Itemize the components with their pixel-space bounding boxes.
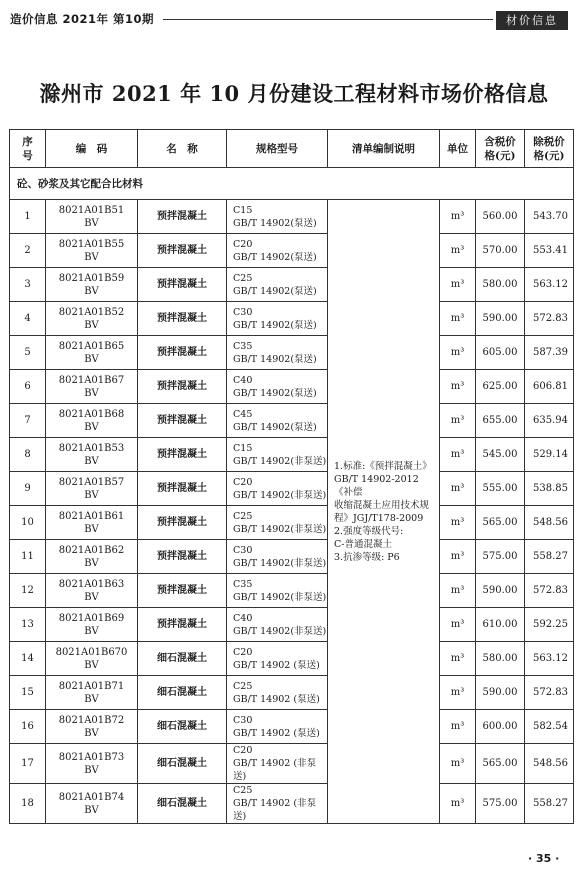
- row-name: 预拌混凝土: [138, 302, 227, 336]
- row-price-notax: 582.54: [525, 710, 574, 744]
- row-spec: C40 GB/T 14902(非泵送): [227, 608, 328, 642]
- row-unit: m³: [440, 370, 476, 404]
- row-unit: m³: [440, 336, 476, 370]
- journal-issue: 造价信息 2021年 第10期: [10, 12, 155, 26]
- row-price-notax: 553.41: [525, 234, 574, 268]
- row-price-notax: 587.39: [525, 336, 574, 370]
- table-row: [10, 472, 574, 506]
- row-spec: C25 GB/T 14902(泵送): [227, 268, 328, 302]
- row-price-tax: 565.00: [476, 744, 525, 784]
- page-header: [0, 0, 588, 40]
- row-price-notax: 548.56: [525, 744, 574, 784]
- row-spec: C25 GB/T 14902(非泵送): [227, 506, 328, 540]
- row-price-notax: 572.83: [525, 302, 574, 336]
- row-name: 预拌混凝土: [138, 540, 227, 574]
- row-unit: m³: [440, 574, 476, 608]
- table-row: [10, 540, 574, 574]
- row-code: 8021A01B55 BV: [46, 234, 138, 268]
- table-row: [10, 268, 574, 302]
- header-rule: [163, 19, 493, 20]
- row-code: 8021A01B74 BV: [46, 784, 138, 824]
- row-spec: C35 GB/T 14902(泵送): [227, 336, 328, 370]
- table-header-row: [10, 130, 574, 168]
- table-row: [10, 302, 574, 336]
- row-name: 预拌混凝土: [138, 200, 227, 234]
- row-price-tax: 570.00: [476, 234, 525, 268]
- col-spec: 规格型号: [227, 130, 328, 168]
- row-number: 5: [10, 336, 46, 370]
- row-spec: C25 GB/T 14902 (非泵送): [227, 784, 328, 824]
- row-number: 1: [10, 200, 46, 234]
- row-unit: m³: [440, 710, 476, 744]
- row-price-notax: 635.94: [525, 404, 574, 438]
- row-spec: C45 GB/T 14902(泵送): [227, 404, 328, 438]
- row-price-tax: 545.00: [476, 438, 525, 472]
- row-price-notax: 572.83: [525, 574, 574, 608]
- row-spec: C20 GB/T 14902(泵送): [227, 234, 328, 268]
- specification-note: 1.标准:《预拌混凝土》 GB/T 14902-2012《补偿 收缩混凝土应用技术规 程》JGJ/T178-2009 2.强度等级代号: C-普通混凝土 3.抗渗等级: P6: [328, 200, 440, 824]
- row-price-tax: 625.00: [476, 370, 525, 404]
- row-code: 8021A01B53 BV: [46, 438, 138, 472]
- row-code: 8021A01B61 BV: [46, 506, 138, 540]
- row-name: 预拌混凝土: [138, 268, 227, 302]
- row-number: 14: [10, 642, 46, 676]
- table-row: [10, 574, 574, 608]
- row-price-tax: 600.00: [476, 710, 525, 744]
- col-price-notax: 除税价 格(元): [525, 130, 574, 168]
- row-price-notax: 558.27: [525, 540, 574, 574]
- row-name: 预拌混凝土: [138, 608, 227, 642]
- row-name: 预拌混凝土: [138, 506, 227, 540]
- row-spec: C35 GB/T 14902(非泵送): [227, 574, 328, 608]
- table-row: [10, 608, 574, 642]
- row-number: 16: [10, 710, 46, 744]
- row-spec: C30 GB/T 14902 (泵送): [227, 710, 328, 744]
- col-code: 编 码: [46, 130, 138, 168]
- price-table: [9, 129, 574, 824]
- row-unit: m³: [440, 404, 476, 438]
- row-spec: C40 GB/T 14902(泵送): [227, 370, 328, 404]
- row-price-tax: 565.00: [476, 506, 525, 540]
- row-code: 8021A01B69 BV: [46, 608, 138, 642]
- row-unit: m³: [440, 438, 476, 472]
- row-code: 8021A01B52 BV: [46, 302, 138, 336]
- table-row: [10, 404, 574, 438]
- row-number: 6: [10, 370, 46, 404]
- row-name: 预拌混凝土: [138, 234, 227, 268]
- table-row: [10, 234, 574, 268]
- row-code: 8021A01B57 BV: [46, 472, 138, 506]
- page-number: · 35 ·: [528, 852, 560, 865]
- row-code: 8021A01B72 BV: [46, 710, 138, 744]
- section-row: [10, 168, 574, 200]
- row-spec: C30 GB/T 14902(非泵送): [227, 540, 328, 574]
- table-row: [10, 710, 574, 744]
- col-unit: 单位: [440, 130, 476, 168]
- row-unit: m³: [440, 608, 476, 642]
- row-code: 8021A01B71 BV: [46, 676, 138, 710]
- row-price-notax: 548.56: [525, 506, 574, 540]
- row-code: 8021A01B63 BV: [46, 574, 138, 608]
- row-name: 细石混凝土: [138, 676, 227, 710]
- row-code: 8021A01B65 BV: [46, 336, 138, 370]
- table-row: [10, 506, 574, 540]
- row-name: 预拌混凝土: [138, 370, 227, 404]
- row-spec: C20 GB/T 14902(非泵送): [227, 472, 328, 506]
- row-unit: m³: [440, 200, 476, 234]
- row-number: 12: [10, 574, 46, 608]
- row-spec: C25 GB/T 14902 (泵送): [227, 676, 328, 710]
- row-name: 细石混凝土: [138, 784, 227, 824]
- row-price-notax: 592.25: [525, 608, 574, 642]
- row-name: 细石混凝土: [138, 642, 227, 676]
- row-spec: C15 GB/T 14902(非泵送): [227, 438, 328, 472]
- row-name: 细石混凝土: [138, 744, 227, 784]
- table-row: [10, 642, 574, 676]
- col-seq: 序 号: [10, 130, 46, 168]
- row-number: 8: [10, 438, 46, 472]
- section-badge: 材价信息: [496, 11, 568, 30]
- row-unit: m³: [440, 302, 476, 336]
- table-row: [10, 676, 574, 710]
- table-row: [10, 336, 574, 370]
- row-code: 8021A01B670 BV: [46, 642, 138, 676]
- row-number: 3: [10, 268, 46, 302]
- row-unit: m³: [440, 268, 476, 302]
- row-unit: m³: [440, 472, 476, 506]
- row-price-notax: 563.12: [525, 268, 574, 302]
- row-price-tax: 605.00: [476, 336, 525, 370]
- col-price-tax: 含税价 格(元): [476, 130, 525, 168]
- row-code: 8021A01B68 BV: [46, 404, 138, 438]
- row-number: 9: [10, 472, 46, 506]
- row-name: 预拌混凝土: [138, 404, 227, 438]
- row-code: 8021A01B73 BV: [46, 744, 138, 784]
- row-number: 18: [10, 784, 46, 824]
- row-name: 预拌混凝土: [138, 472, 227, 506]
- row-unit: m³: [440, 234, 476, 268]
- row-number: 15: [10, 676, 46, 710]
- row-spec: C15 GB/T 14902(泵送): [227, 200, 328, 234]
- row-code: 8021A01B62 BV: [46, 540, 138, 574]
- row-price-tax: 580.00: [476, 642, 525, 676]
- table-row: [10, 370, 574, 404]
- page-title: 滁州市 2021 年 10 月份建设工程材料市场价格信息: [39, 81, 549, 106]
- row-price-notax: 606.81: [525, 370, 574, 404]
- row-name: 细石混凝土: [138, 710, 227, 744]
- row-price-notax: 563.12: [525, 642, 574, 676]
- table-body: [10, 200, 574, 824]
- table-row: [10, 784, 574, 824]
- row-price-notax: 529.14: [525, 438, 574, 472]
- row-number: 2: [10, 234, 46, 268]
- row-code: 8021A01B59 BV: [46, 268, 138, 302]
- col-name: 名 称: [138, 130, 227, 168]
- row-price-notax: 558.27: [525, 784, 574, 824]
- row-price-notax: 538.85: [525, 472, 574, 506]
- row-price-notax: 572.83: [525, 676, 574, 710]
- row-price-tax: 590.00: [476, 676, 525, 710]
- table-row: [10, 438, 574, 472]
- row-name: 预拌混凝土: [138, 574, 227, 608]
- table-row: [10, 744, 574, 784]
- col-note: 清单编制说明: [328, 130, 440, 168]
- row-unit: m³: [440, 744, 476, 784]
- row-number: 7: [10, 404, 46, 438]
- row-name: 预拌混凝土: [138, 438, 227, 472]
- table-row: [10, 200, 574, 234]
- row-unit: m³: [440, 676, 476, 710]
- row-number: 4: [10, 302, 46, 336]
- row-spec: C30 GB/T 14902(泵送): [227, 302, 328, 336]
- row-number: 13: [10, 608, 46, 642]
- row-price-tax: 555.00: [476, 472, 525, 506]
- row-price-tax: 590.00: [476, 574, 525, 608]
- section-label: 砼、砂浆及其它配合比材料: [10, 168, 574, 200]
- row-price-tax: 610.00: [476, 608, 525, 642]
- row-spec: C20 GB/T 14902 (非泵送): [227, 744, 328, 784]
- row-unit: m³: [440, 642, 476, 676]
- row-price-notax: 543.70: [525, 200, 574, 234]
- row-price-tax: 575.00: [476, 784, 525, 824]
- row-price-tax: 590.00: [476, 302, 525, 336]
- row-number: 11: [10, 540, 46, 574]
- row-number: 10: [10, 506, 46, 540]
- row-number: 17: [10, 744, 46, 784]
- row-unit: m³: [440, 506, 476, 540]
- row-code: 8021A01B51 BV: [46, 200, 138, 234]
- row-name: 预拌混凝土: [138, 336, 227, 370]
- row-spec: C20 GB/T 14902 (泵送): [227, 642, 328, 676]
- row-price-tax: 655.00: [476, 404, 525, 438]
- row-price-tax: 575.00: [476, 540, 525, 574]
- row-price-tax: 560.00: [476, 200, 525, 234]
- row-unit: m³: [440, 784, 476, 824]
- row-code: 8021A01B67 BV: [46, 370, 138, 404]
- row-price-tax: 580.00: [476, 268, 525, 302]
- row-unit: m³: [440, 540, 476, 574]
